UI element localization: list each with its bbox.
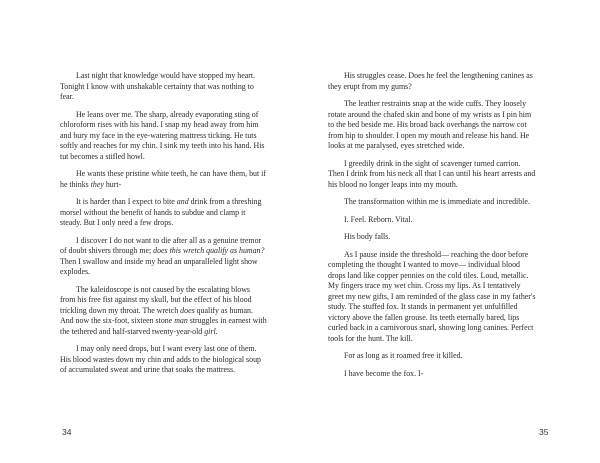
paragraph xyxy=(60,344,267,376)
italic-text: man xyxy=(174,316,188,325)
left-page-text xyxy=(60,71,267,383)
italic-text: they xyxy=(90,179,104,189)
right-page xyxy=(300,0,600,463)
text-run: hurt- xyxy=(103,179,122,189)
italic-text: girl xyxy=(204,326,216,336)
paragraph xyxy=(60,197,267,229)
paragraph xyxy=(328,71,538,92)
text-run: The kaleidoscope is not caused by the escalating blows from his free fist against my skull, but the effect of his blood trickling down my throat. The wretch xyxy=(60,284,252,315)
text-run: It is harder than I expect to bite xyxy=(76,197,177,206)
text-run: For as long as it roamed free it killed. xyxy=(344,351,463,360)
paragraph xyxy=(328,232,538,243)
text-run: I greedily drink in the sight of scavenger turned carrion. Then I drink from his neck all that I can until his heart arrests and his blood no longer leaps into my mouth. xyxy=(328,158,536,189)
text-run: qualify as human. And now the six-foot, sixteen stone xyxy=(60,305,253,325)
paragraph xyxy=(60,236,267,278)
text-run: drink from a threshing morsel without the benefit of hands to subdue and clamp it steady. But I only need a few drops. xyxy=(60,197,262,227)
right-page-text xyxy=(328,71,538,386)
text-run: His body falls. xyxy=(344,232,391,241)
paragraph xyxy=(328,250,538,345)
text-run: I may only need drops, but I want every last one of them. His blood wastes down my chin and adds to the biological soup of accumulated sweat and urine that soaks the mattress. xyxy=(60,344,261,374)
text-run: The transformation within me is immediate and incredible. xyxy=(344,197,530,206)
right-page-number: 35 xyxy=(539,427,549,437)
text-run: . xyxy=(215,326,218,336)
paragraph xyxy=(60,169,267,190)
text-run: I. Feel. Reborn. Vital. xyxy=(344,214,413,224)
paragraph xyxy=(60,71,267,103)
paragraph xyxy=(328,351,538,362)
text-run: struggles in earnest with the tethered and half-starved twenty-year-old xyxy=(60,316,267,336)
paragraph xyxy=(328,215,538,226)
italic-text: does this wretch qualify as human? xyxy=(153,246,265,255)
text-run: Then I swallow and inside my head an unparalleled light show explodes. xyxy=(60,256,258,276)
text-run: As I pause inside the threshold— reaching the door before completing the thought I wanted to move— individual blood drops land like copper pennies on the cold tiles. Loud, metallic. My fingers trace my wet chin. Cross my lips. As I tentatively greet my new gifts, I am reminded of the glass case in my father's study. The stuffed fox. It stands in permanent yet unfulfilled victory above the fallen grouse. Its teeth eternally bared, lips curled back in a carnivorous snarl, showing long canines. Perfect tools for the hunt. The kill. xyxy=(328,249,536,343)
paragraph xyxy=(328,99,538,152)
left-page-number: 34 xyxy=(62,427,72,437)
text-run: He wants these pristine white teeth, he can have them, but if he thinks xyxy=(60,169,266,189)
paragraph xyxy=(328,369,538,380)
text-run: I have become the fox. I- xyxy=(344,368,424,378)
text-run: Last night that knowledge would have stopped my heart. Tonight I know with unshakable certainty that was nothing to fear. xyxy=(60,71,256,101)
paragraph xyxy=(60,285,267,338)
paragraph xyxy=(60,110,267,163)
italic-text: and xyxy=(176,197,189,206)
text-run: His struggles cease. Does he feel the lengthening canines as they erupt from my gums? xyxy=(328,71,533,91)
italic-text: does xyxy=(180,305,195,315)
paragraph xyxy=(328,197,538,208)
text-run: I discover I do not want to die after all as a genuine tremor of doubt shivers through me; xyxy=(60,235,262,255)
text-run: The leather restraints snap at the wide cuffs. They loosely rotate around the chafed skin and bone of my wrists as I pin him to the bed beside me. His broad back overhangs the narrow cot from hip to shoulder. I open my mouth and release his hand. He looks at me paralysed, eyes stretched wide. xyxy=(328,99,532,150)
paragraph xyxy=(328,159,538,191)
text-run: He leans over me. The sharp, already evaporating sting of chloroform rises with his hand. I snap my head away from him and bury my face in the eye-watering mattress ticking. He tuts softly and reaches for my chin. I sink my teeth into his hand. His tut becomes a stifled howl. xyxy=(60,109,265,161)
